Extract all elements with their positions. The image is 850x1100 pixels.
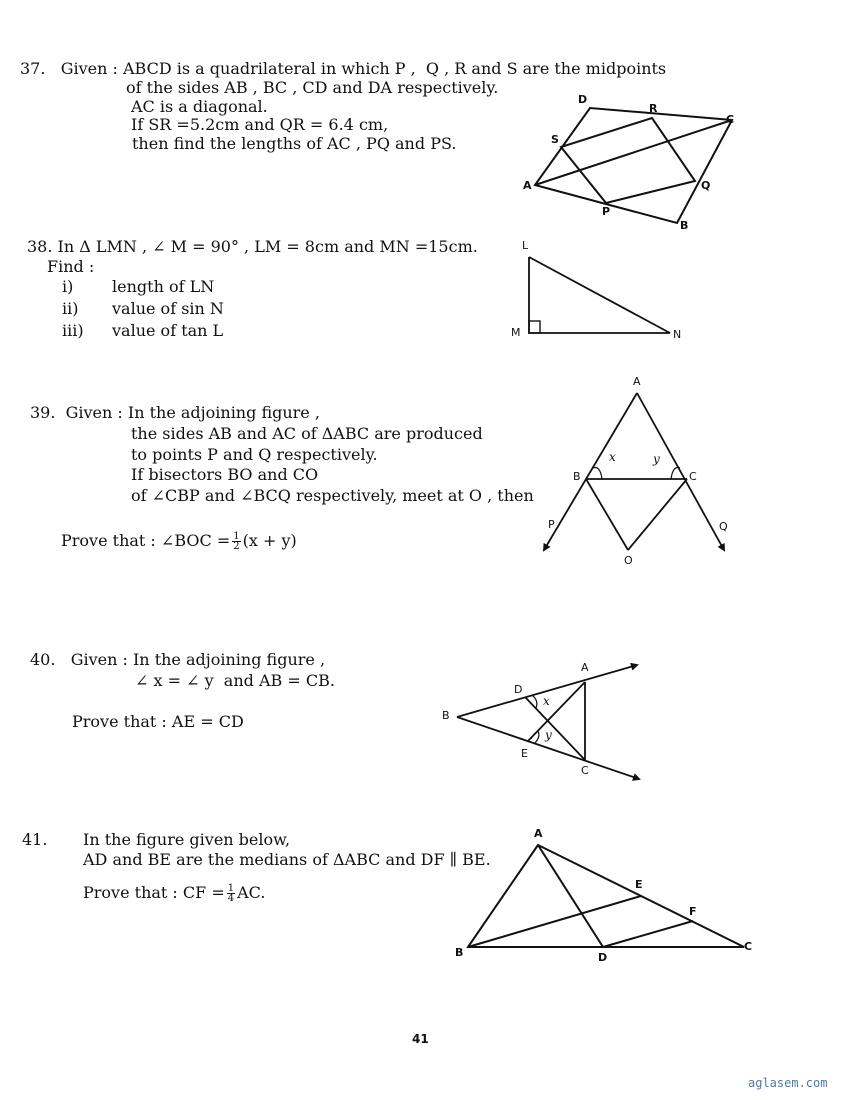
q39-line4: If bisectors BO and CO [131, 465, 319, 484]
label-c: C [689, 470, 697, 483]
page-number: 41 [412, 1032, 429, 1046]
label-m: M [511, 326, 521, 339]
label-n: N [673, 328, 682, 341]
label-b: B [442, 709, 450, 722]
label-p: P [548, 518, 555, 531]
watermark-link[interactable]: aglasem.com [748, 1076, 828, 1090]
line-aq [637, 393, 724, 550]
q39-line2: the sides AB and AC of ΔABC are produced [131, 424, 483, 443]
q39-line1: 39. Given : In the adjoining figure , [30, 403, 320, 422]
q39-prove-suffix: (x + y) [242, 531, 297, 550]
quad-pqrs [561, 118, 695, 203]
q38-item3-num: iii) [62, 321, 84, 340]
median-be [468, 896, 641, 947]
q38-triangle-figure [505, 235, 695, 345]
q38-find: Find : [47, 257, 95, 276]
label-b: B [455, 946, 464, 959]
label-c: C [726, 113, 735, 126]
triangle-abc [468, 845, 744, 947]
label-d: D [578, 93, 588, 106]
label-p: P [602, 205, 611, 218]
q37-line4: If SR =5.2cm and QR = 6.4 cm, [131, 115, 389, 134]
q39-prove [61, 531, 297, 551]
q38-item3-text: value of tan L [112, 321, 224, 340]
quad-abcd [535, 108, 735, 223]
label-c: C [581, 764, 589, 777]
label-a: A [534, 827, 543, 840]
label-x: x [609, 450, 616, 464]
q37-line1: 37. Given : ABCD is a quadrilateral in which P , Q , R and S are the midpoints [20, 59, 667, 78]
label-f: F [689, 905, 697, 918]
label-q: Q [719, 520, 728, 533]
label-c: C [744, 940, 753, 953]
label-s: S [551, 133, 559, 146]
q41-triangle-figure [450, 820, 760, 970]
q39-line3: to points P and Q respectively. [131, 445, 378, 464]
q39-fraction: $\frac{1}{2}$ [233, 531, 240, 552]
q40-line1: 40. Given : In the adjoining figure , [30, 650, 326, 669]
q38-item1-text: length of LN [112, 277, 215, 296]
label-q: Q [701, 179, 711, 192]
q41-line2: AD and BE are the medians of ΔABC and DF ∥ BE. [83, 850, 491, 869]
label-x: x [543, 694, 550, 708]
segment-ae [528, 682, 585, 741]
label-d: D [514, 683, 523, 696]
q40-line2: ∠ x = ∠ y and AB = CB. [135, 671, 335, 690]
label-b: B [573, 470, 581, 483]
segment-df [603, 921, 693, 947]
label-e: E [635, 878, 643, 891]
q39-triangle-figure [530, 370, 750, 570]
right-angle-mark [529, 321, 540, 333]
label-a: A [581, 661, 589, 674]
label-y: y [653, 452, 660, 466]
q37-quadrilateral-figure [510, 90, 750, 235]
q38-item2-text: value of sin N [112, 299, 224, 318]
q40-figure [435, 655, 650, 785]
q41-prove-suffix: AC. [237, 883, 266, 902]
angle-x-arc [593, 467, 602, 479]
label-d: D [598, 951, 608, 964]
label-a: A [523, 179, 532, 192]
line-ap [544, 393, 637, 550]
q41-line1: In the figure given below, [83, 830, 291, 849]
label-y: y [545, 728, 552, 742]
label-o: O [624, 554, 633, 567]
ray-ba [457, 665, 637, 717]
q41-prove [83, 883, 265, 903]
ray-bc [457, 717, 639, 779]
label-a: A [633, 375, 641, 388]
q40-prove: Prove that : AE = CD [72, 712, 244, 731]
q38-item2-num: ii) [62, 299, 79, 318]
q37-line2: of the sides AB , BC , CD and DA respectively. [126, 78, 499, 97]
q38-item1-num: i) [62, 277, 74, 296]
q37-line3: AC is a diagonal. [131, 97, 268, 116]
q41-fraction: $\frac{1}{4}$ [227, 883, 235, 904]
bisector-bo [586, 479, 628, 550]
q41-prove-prefix: Prove that : CF = [83, 883, 225, 902]
q39-line5: of ∠CBP and ∠BCQ respectively, meet at O , then [131, 486, 534, 505]
q39-prove-prefix: Prove that : ∠BOC = [61, 531, 231, 550]
q41-num: 41. [22, 830, 48, 849]
label-b: B [680, 219, 689, 232]
q38-line1: 38. In Δ LMN , ∠ M = 90° , LM = 8cm and MN =15cm. [27, 237, 478, 256]
label-r: R [649, 102, 658, 115]
q37-line5: then find the lengths of AC , PQ and PS. [132, 134, 457, 153]
bisector-co [628, 479, 687, 550]
label-e: E [521, 747, 528, 760]
label-l: L [522, 239, 529, 252]
triangle-lmn [529, 257, 670, 333]
